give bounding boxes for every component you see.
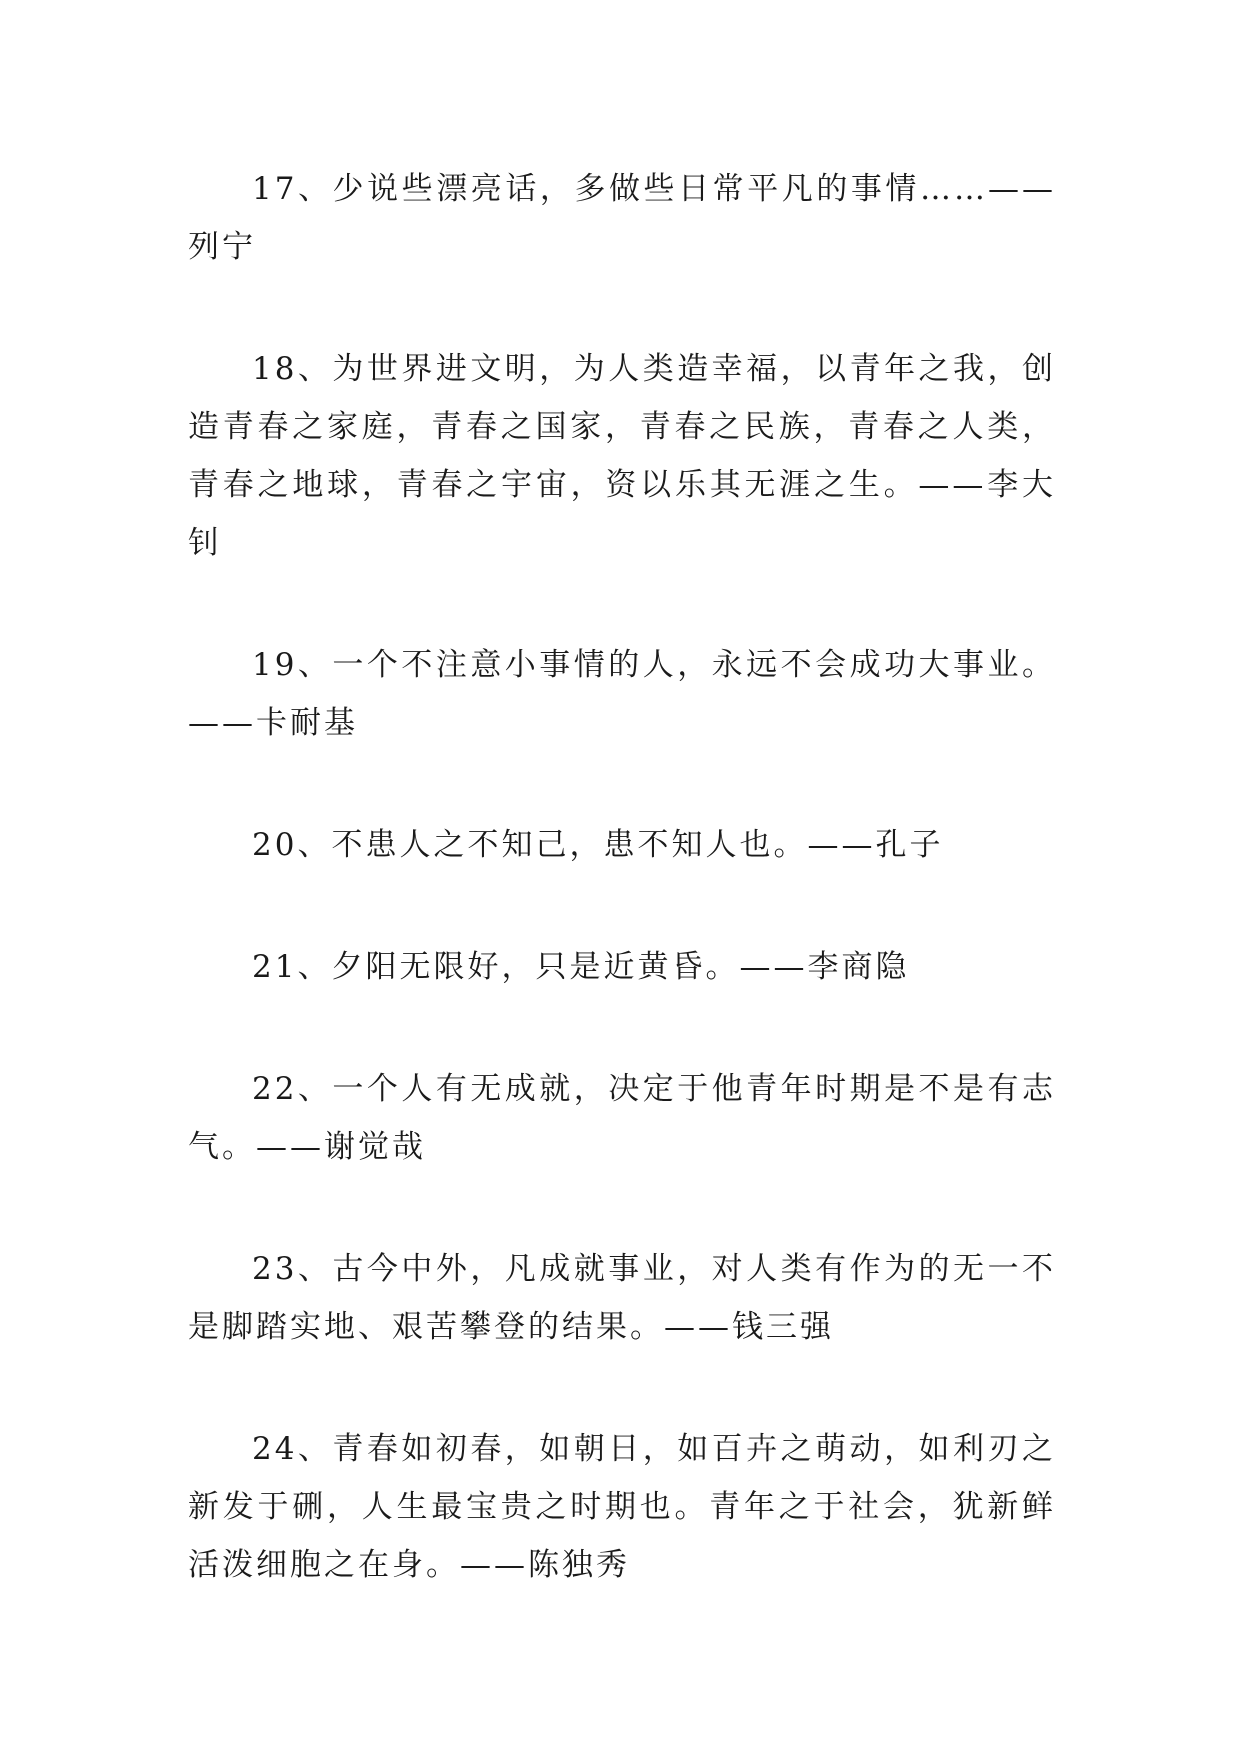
quote-23: 23、古今中外，凡成就事业，对人类有作为的无一不是脚踏实地、艰苦攀登的结果。——钱三强 <box>188 1251 1056 1345</box>
quote-24: 24、青春如初春，如朝日，如百卉之萌动，如利刃之新发于硎，人生最宝贵之时期也。青年之于社会，犹新鲜活泼细胞之在身。——陈独秀 <box>188 1431 1056 1583</box>
quote-21: 21、夕阳无限好，只是近黄昏。——李商隐 <box>252 949 910 985</box>
quote-17: 17、少说些漂亮话，多做些日常平凡的事情……——列宁 <box>188 171 1056 265</box>
quote-18: 18、为世界进文明，为人类造幸福，以青年之我，创造青春之家庭，青春之国家，青春之民族，青春之人类，青春之地球，青春之宇宙，资以乐其无涯之生。——李大钊 <box>188 351 1056 561</box>
quote-20: 20、不患人之不知己，患不知人也。——孔子 <box>252 827 944 863</box>
quote-list <box>188 160 1056 1658</box>
quote-22: 22、一个人有无成就，决定于他青年时期是不是有志气。——谢觉哉 <box>188 1071 1056 1165</box>
quote-19: 19、一个不注意小事情的人，永远不会成功大事业。——卡耐基 <box>188 647 1056 741</box>
